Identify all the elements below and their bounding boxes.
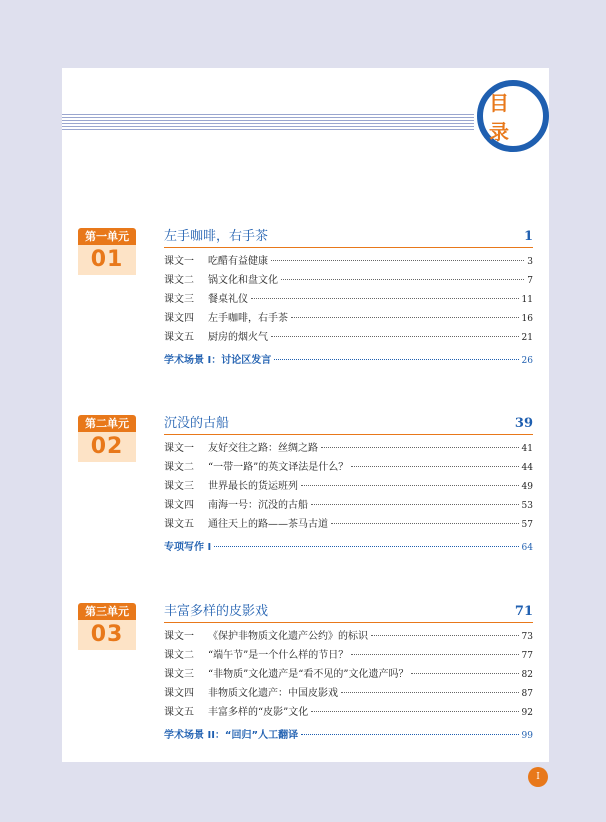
leader-dots [281, 279, 524, 280]
lesson-page: 73 [521, 632, 533, 642]
unit-badge [78, 228, 136, 275]
lesson-page: 77 [521, 651, 533, 661]
leader-dots [301, 734, 518, 735]
leader-dots [301, 485, 519, 486]
lesson-row[interactable] [164, 665, 533, 684]
unit-content [164, 603, 533, 746]
lesson-list [164, 627, 533, 722]
unit-badge [78, 415, 136, 462]
leader-dots [311, 711, 518, 712]
lesson-label: 课文三 [164, 669, 194, 680]
unit-title: 左手咖啡，右手茶 [164, 229, 269, 244]
lesson-page: 41 [521, 444, 533, 454]
extra-section-page: 64 [521, 543, 533, 553]
lesson-label: 课文二 [164, 462, 194, 473]
lesson-page: 3 [527, 257, 533, 267]
lesson-row[interactable] [164, 458, 533, 477]
unit-page: 39 [514, 416, 533, 431]
lesson-title: 丰富多样的“皮影”文化 [208, 707, 309, 718]
lesson-label: 课文五 [164, 519, 194, 530]
lesson-label: 课文四 [164, 688, 194, 699]
lesson-label: 课文一 [164, 631, 194, 642]
unit-badge [78, 603, 136, 650]
lesson-title: 餐桌礼仪 [208, 294, 248, 305]
lesson-row[interactable] [164, 309, 533, 328]
unit-badge-label: 第三单元 [78, 603, 136, 620]
lesson-title: 通往天上的路——茶马古道 [208, 519, 328, 530]
extra-section-page: 26 [521, 356, 533, 366]
lesson-title: “一带一路”的英文译法是什么？ [208, 462, 349, 473]
lesson-page: 53 [521, 501, 533, 511]
unit-content [164, 228, 533, 371]
extra-section-title: 专项写作 I [164, 542, 212, 553]
leader-dots [251, 298, 519, 299]
extra-section-title: 学术场景 I：讨论区发言 [164, 355, 272, 366]
lesson-row[interactable] [164, 684, 533, 703]
lesson-title: 世界最长的货运班列 [208, 481, 298, 492]
lesson-title: 厨房的烟火气 [208, 332, 268, 343]
lesson-page: 87 [521, 689, 533, 699]
lesson-page: 7 [527, 276, 533, 286]
unit-title: 沉没的古船 [164, 416, 230, 431]
lesson-label: 课文四 [164, 313, 194, 324]
lesson-page: 49 [521, 482, 533, 492]
lesson-row[interactable] [164, 328, 533, 347]
unit-page: 1 [523, 229, 533, 244]
lesson-label: 课文五 [164, 707, 194, 718]
lesson-list [164, 439, 533, 534]
lesson-page: 92 [521, 708, 533, 718]
lesson-row[interactable] [164, 627, 533, 646]
lesson-label: 课文一 [164, 256, 194, 267]
leader-dots [371, 635, 519, 636]
lesson-row[interactable] [164, 290, 533, 309]
extra-section-row[interactable] [164, 351, 533, 371]
leader-dots [311, 504, 519, 505]
lesson-row[interactable] [164, 496, 533, 515]
lesson-title: 非物质文化遗产：中国皮影戏 [208, 688, 338, 699]
lesson-row[interactable] [164, 477, 533, 496]
lesson-page: 21 [521, 333, 533, 343]
lesson-label: 课文四 [164, 500, 194, 511]
lesson-title: 《保护非物质文化遗产公约》的标识 [208, 631, 368, 642]
lesson-title: 吃醋有益健康 [208, 256, 268, 267]
extra-section-title: 学术场景 II：“回归”人工翻译 [164, 730, 299, 741]
lesson-label: 课文一 [164, 443, 194, 454]
unit-title-row[interactable] [164, 228, 533, 248]
unit-badge-label: 第一单元 [78, 228, 136, 245]
leader-dots [214, 546, 518, 547]
lesson-row[interactable] [164, 271, 533, 290]
lesson-label: 课文三 [164, 294, 194, 305]
lesson-row[interactable] [164, 252, 533, 271]
unit-title: 丰富多样的皮影戏 [164, 604, 269, 619]
leader-dots [321, 447, 519, 448]
leader-dots [331, 523, 519, 524]
lesson-label: 课文三 [164, 481, 194, 492]
toc-title: 目 录 [489, 91, 515, 144]
lesson-row[interactable] [164, 515, 533, 534]
leader-dots [274, 359, 518, 360]
unit-badge-number: 03 [78, 620, 136, 650]
lesson-label: 课文五 [164, 332, 194, 343]
extra-section-page: 99 [521, 731, 533, 741]
leader-dots [351, 466, 518, 467]
header-stripes [62, 114, 474, 130]
book-page [62, 68, 549, 762]
leader-dots [351, 654, 518, 655]
lesson-row[interactable] [164, 703, 533, 722]
lesson-title: “非物质”文化遗产是“看不见的”文化遗产吗？ [208, 669, 409, 680]
lesson-title: 南海一号：沉没的古船 [208, 500, 308, 511]
unit-title-row[interactable] [164, 603, 533, 623]
lesson-title: “端午节”是一个什么样的节日？ [208, 650, 349, 661]
page-number-badge: I [528, 767, 548, 787]
lesson-label: 课文二 [164, 650, 194, 661]
lesson-row[interactable] [164, 439, 533, 458]
leader-dots [271, 336, 519, 337]
unit-content [164, 415, 533, 558]
lesson-page: 44 [521, 463, 533, 473]
lesson-page: 82 [521, 670, 533, 680]
unit-badge-number: 02 [78, 432, 136, 462]
extra-section-row[interactable] [164, 726, 533, 746]
lesson-list [164, 252, 533, 347]
toc-title-circle [477, 80, 549, 152]
lesson-page: 11 [521, 295, 533, 305]
unit-title-row[interactable] [164, 415, 533, 435]
leader-dots [411, 673, 518, 674]
lesson-label: 课文二 [164, 275, 194, 286]
unit-page: 71 [514, 604, 533, 619]
leader-dots [341, 692, 519, 693]
leader-dots [271, 260, 524, 261]
unit-badge-label: 第二单元 [78, 415, 136, 432]
leader-dots [291, 317, 519, 318]
lesson-title: 锅文化和盘文化 [208, 275, 278, 286]
extra-section-row[interactable] [164, 538, 533, 558]
lesson-row[interactable] [164, 646, 533, 665]
lesson-title: 左手咖啡，右手茶 [208, 313, 288, 324]
lesson-page: 57 [521, 520, 533, 530]
unit-badge-number: 01 [78, 245, 136, 275]
lesson-title: 友好交往之路：丝绸之路 [208, 443, 318, 454]
lesson-page: 16 [521, 314, 533, 324]
